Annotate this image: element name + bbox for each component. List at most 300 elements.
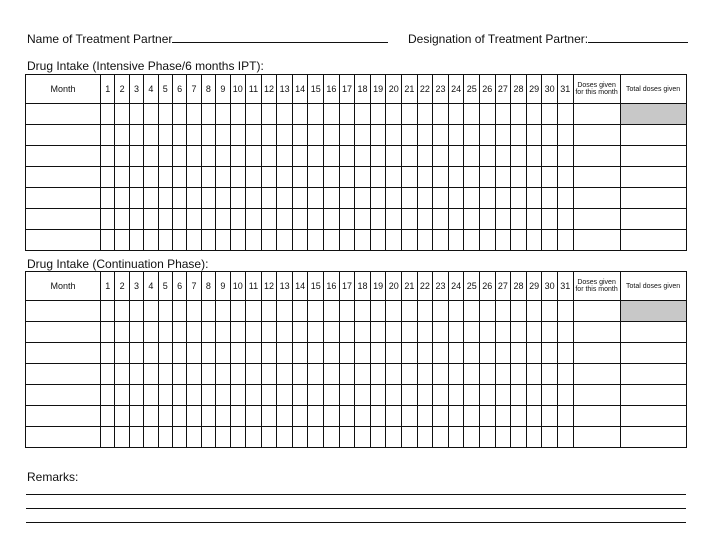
day-cell[interactable] <box>557 343 573 364</box>
day-cell[interactable] <box>355 343 371 364</box>
day-cell[interactable] <box>261 427 277 448</box>
day-cell[interactable] <box>339 104 355 125</box>
day-cell[interactable] <box>172 427 186 448</box>
treatment-partner-name-line[interactable] <box>172 31 388 43</box>
day-cell[interactable] <box>557 406 573 427</box>
day-cell[interactable] <box>526 406 542 427</box>
day-cell[interactable] <box>402 230 418 251</box>
day-cell[interactable] <box>417 209 433 230</box>
day-cell[interactable] <box>417 406 433 427</box>
day-cell[interactable] <box>129 146 143 167</box>
day-cell[interactable] <box>261 343 277 364</box>
day-cell[interactable] <box>187 209 201 230</box>
day-cell[interactable] <box>324 322 340 343</box>
day-cell[interactable] <box>526 104 542 125</box>
day-cell[interactable] <box>433 385 449 406</box>
day-cell[interactable] <box>355 188 371 209</box>
day-cell[interactable] <box>230 230 246 251</box>
month-cell[interactable] <box>26 230 101 251</box>
day-cell[interactable] <box>542 125 558 146</box>
day-cell[interactable] <box>129 364 143 385</box>
day-cell[interactable] <box>172 301 186 322</box>
day-cell[interactable] <box>417 125 433 146</box>
day-cell[interactable] <box>402 385 418 406</box>
day-cell[interactable] <box>417 301 433 322</box>
day-cell[interactable] <box>324 364 340 385</box>
day-cell[interactable] <box>201 125 215 146</box>
day-cell[interactable] <box>101 427 115 448</box>
day-cell[interactable] <box>495 230 511 251</box>
day-cell[interactable] <box>277 301 293 322</box>
day-cell[interactable] <box>292 364 308 385</box>
day-cell[interactable] <box>511 301 527 322</box>
remarks-line-3[interactable] <box>26 522 686 523</box>
day-cell[interactable] <box>355 406 371 427</box>
day-cell[interactable] <box>511 230 527 251</box>
day-cell[interactable] <box>370 188 386 209</box>
day-cell[interactable] <box>201 209 215 230</box>
day-cell[interactable] <box>216 188 230 209</box>
month-cell[interactable] <box>26 125 101 146</box>
day-cell[interactable] <box>101 364 115 385</box>
day-cell[interactable] <box>448 385 464 406</box>
day-cell[interactable] <box>101 322 115 343</box>
day-cell[interactable] <box>246 343 262 364</box>
day-cell[interactable] <box>144 301 158 322</box>
day-cell[interactable] <box>370 230 386 251</box>
day-cell[interactable] <box>144 230 158 251</box>
day-cell[interactable] <box>246 209 262 230</box>
day-cell[interactable] <box>480 146 496 167</box>
day-cell[interactable] <box>448 209 464 230</box>
day-cell[interactable] <box>526 146 542 167</box>
doses-given-cell[interactable] <box>573 104 620 125</box>
day-cell[interactable] <box>386 343 402 364</box>
day-cell[interactable] <box>526 230 542 251</box>
day-cell[interactable] <box>158 146 172 167</box>
day-cell[interactable] <box>324 301 340 322</box>
day-cell[interactable] <box>101 209 115 230</box>
day-cell[interactable] <box>526 301 542 322</box>
month-cell[interactable] <box>26 301 101 322</box>
day-cell[interactable] <box>417 385 433 406</box>
day-cell[interactable] <box>216 146 230 167</box>
day-cell[interactable] <box>386 209 402 230</box>
day-cell[interactable] <box>230 188 246 209</box>
day-cell[interactable] <box>144 167 158 188</box>
total-doses-cell[interactable] <box>620 230 686 251</box>
day-cell[interactable] <box>187 322 201 343</box>
day-cell[interactable] <box>187 146 201 167</box>
day-cell[interactable] <box>480 364 496 385</box>
day-cell[interactable] <box>201 406 215 427</box>
day-cell[interactable] <box>339 364 355 385</box>
day-cell[interactable] <box>144 188 158 209</box>
total-doses-cell[interactable] <box>620 406 686 427</box>
day-cell[interactable] <box>261 364 277 385</box>
day-cell[interactable] <box>511 125 527 146</box>
day-cell[interactable] <box>277 322 293 343</box>
day-cell[interactable] <box>129 343 143 364</box>
day-cell[interactable] <box>480 209 496 230</box>
day-cell[interactable] <box>230 125 246 146</box>
day-cell[interactable] <box>158 364 172 385</box>
day-cell[interactable] <box>370 301 386 322</box>
day-cell[interactable] <box>216 364 230 385</box>
day-cell[interactable] <box>246 385 262 406</box>
day-cell[interactable] <box>187 167 201 188</box>
day-cell[interactable] <box>101 167 115 188</box>
day-cell[interactable] <box>495 406 511 427</box>
day-cell[interactable] <box>324 125 340 146</box>
day-cell[interactable] <box>448 146 464 167</box>
day-cell[interactable] <box>324 427 340 448</box>
day-cell[interactable] <box>355 230 371 251</box>
month-cell[interactable] <box>26 146 101 167</box>
day-cell[interactable] <box>172 322 186 343</box>
day-cell[interactable] <box>115 167 129 188</box>
day-cell[interactable] <box>201 167 215 188</box>
day-cell[interactable] <box>187 188 201 209</box>
day-cell[interactable] <box>339 125 355 146</box>
month-cell[interactable] <box>26 385 101 406</box>
day-cell[interactable] <box>339 230 355 251</box>
day-cell[interactable] <box>187 230 201 251</box>
day-cell[interactable] <box>129 301 143 322</box>
day-cell[interactable] <box>261 406 277 427</box>
day-cell[interactable] <box>495 209 511 230</box>
day-cell[interactable] <box>557 167 573 188</box>
day-cell[interactable] <box>246 364 262 385</box>
day-cell[interactable] <box>144 343 158 364</box>
day-cell[interactable] <box>172 167 186 188</box>
day-cell[interactable] <box>402 364 418 385</box>
day-cell[interactable] <box>386 385 402 406</box>
day-cell[interactable] <box>115 406 129 427</box>
day-cell[interactable] <box>308 343 324 364</box>
day-cell[interactable] <box>557 209 573 230</box>
day-cell[interactable] <box>386 104 402 125</box>
day-cell[interactable] <box>464 167 480 188</box>
day-cell[interactable] <box>448 125 464 146</box>
day-cell[interactable] <box>355 167 371 188</box>
day-cell[interactable] <box>480 125 496 146</box>
day-cell[interactable] <box>433 406 449 427</box>
day-cell[interactable] <box>464 125 480 146</box>
day-cell[interactable] <box>129 125 143 146</box>
day-cell[interactable] <box>277 427 293 448</box>
day-cell[interactable] <box>495 188 511 209</box>
month-cell[interactable] <box>26 167 101 188</box>
day-cell[interactable] <box>402 406 418 427</box>
day-cell[interactable] <box>433 343 449 364</box>
day-cell[interactable] <box>355 385 371 406</box>
day-cell[interactable] <box>480 230 496 251</box>
day-cell[interactable] <box>308 301 324 322</box>
day-cell[interactable] <box>339 188 355 209</box>
day-cell[interactable] <box>246 322 262 343</box>
day-cell[interactable] <box>308 364 324 385</box>
day-cell[interactable] <box>339 167 355 188</box>
day-cell[interactable] <box>480 343 496 364</box>
total-doses-cell[interactable] <box>620 385 686 406</box>
day-cell[interactable] <box>308 322 324 343</box>
day-cell[interactable] <box>308 209 324 230</box>
month-cell[interactable] <box>26 209 101 230</box>
day-cell[interactable] <box>292 406 308 427</box>
day-cell[interactable] <box>261 125 277 146</box>
day-cell[interactable] <box>464 146 480 167</box>
doses-given-cell[interactable] <box>573 167 620 188</box>
day-cell[interactable] <box>261 385 277 406</box>
day-cell[interactable] <box>129 406 143 427</box>
day-cell[interactable] <box>308 385 324 406</box>
day-cell[interactable] <box>246 104 262 125</box>
day-cell[interactable] <box>172 188 186 209</box>
remarks-line-1[interactable] <box>26 494 686 495</box>
day-cell[interactable] <box>402 301 418 322</box>
day-cell[interactable] <box>557 146 573 167</box>
doses-given-cell[interactable] <box>573 385 620 406</box>
day-cell[interactable] <box>201 301 215 322</box>
day-cell[interactable] <box>187 301 201 322</box>
day-cell[interactable] <box>187 104 201 125</box>
day-cell[interactable] <box>495 104 511 125</box>
day-cell[interactable] <box>115 364 129 385</box>
total-doses-cell[interactable] <box>620 322 686 343</box>
day-cell[interactable] <box>355 209 371 230</box>
day-cell[interactable] <box>542 343 558 364</box>
day-cell[interactable] <box>495 322 511 343</box>
day-cell[interactable] <box>324 167 340 188</box>
total-doses-cell[interactable] <box>620 167 686 188</box>
month-cell[interactable] <box>26 188 101 209</box>
day-cell[interactable] <box>526 364 542 385</box>
day-cell[interactable] <box>308 230 324 251</box>
day-cell[interactable] <box>172 385 186 406</box>
day-cell[interactable] <box>464 301 480 322</box>
doses-given-cell[interactable] <box>573 406 620 427</box>
day-cell[interactable] <box>495 385 511 406</box>
day-cell[interactable] <box>158 406 172 427</box>
day-cell[interactable] <box>261 146 277 167</box>
day-cell[interactable] <box>542 427 558 448</box>
day-cell[interactable] <box>115 301 129 322</box>
day-cell[interactable] <box>144 427 158 448</box>
day-cell[interactable] <box>158 343 172 364</box>
day-cell[interactable] <box>172 343 186 364</box>
day-cell[interactable] <box>246 427 262 448</box>
day-cell[interactable] <box>292 343 308 364</box>
day-cell[interactable] <box>386 322 402 343</box>
day-cell[interactable] <box>144 104 158 125</box>
day-cell[interactable] <box>308 125 324 146</box>
day-cell[interactable] <box>433 209 449 230</box>
day-cell[interactable] <box>292 427 308 448</box>
day-cell[interactable] <box>201 322 215 343</box>
day-cell[interactable] <box>246 146 262 167</box>
day-cell[interactable] <box>158 188 172 209</box>
day-cell[interactable] <box>511 104 527 125</box>
day-cell[interactable] <box>277 125 293 146</box>
remarks-line-2[interactable] <box>26 508 686 509</box>
doses-given-cell[interactable] <box>573 322 620 343</box>
day-cell[interactable] <box>355 301 371 322</box>
day-cell[interactable] <box>172 364 186 385</box>
day-cell[interactable] <box>308 427 324 448</box>
day-cell[interactable] <box>277 146 293 167</box>
day-cell[interactable] <box>433 104 449 125</box>
month-cell[interactable] <box>26 427 101 448</box>
day-cell[interactable] <box>542 364 558 385</box>
day-cell[interactable] <box>495 427 511 448</box>
day-cell[interactable] <box>261 104 277 125</box>
day-cell[interactable] <box>172 146 186 167</box>
day-cell[interactable] <box>158 230 172 251</box>
day-cell[interactable] <box>201 104 215 125</box>
day-cell[interactable] <box>158 167 172 188</box>
day-cell[interactable] <box>417 167 433 188</box>
day-cell[interactable] <box>158 301 172 322</box>
day-cell[interactable] <box>129 322 143 343</box>
day-cell[interactable] <box>308 167 324 188</box>
day-cell[interactable] <box>216 209 230 230</box>
day-cell[interactable] <box>402 125 418 146</box>
day-cell[interactable] <box>542 146 558 167</box>
day-cell[interactable] <box>433 146 449 167</box>
day-cell[interactable] <box>480 188 496 209</box>
day-cell[interactable] <box>480 322 496 343</box>
day-cell[interactable] <box>386 230 402 251</box>
day-cell[interactable] <box>308 146 324 167</box>
day-cell[interactable] <box>308 104 324 125</box>
month-cell[interactable] <box>26 322 101 343</box>
day-cell[interactable] <box>370 125 386 146</box>
month-cell[interactable] <box>26 364 101 385</box>
day-cell[interactable] <box>261 209 277 230</box>
day-cell[interactable] <box>277 167 293 188</box>
day-cell[interactable] <box>339 146 355 167</box>
day-cell[interactable] <box>542 188 558 209</box>
day-cell[interactable] <box>158 104 172 125</box>
day-cell[interactable] <box>480 301 496 322</box>
day-cell[interactable] <box>542 167 558 188</box>
day-cell[interactable] <box>144 385 158 406</box>
day-cell[interactable] <box>115 104 129 125</box>
day-cell[interactable] <box>129 427 143 448</box>
day-cell[interactable] <box>370 167 386 188</box>
day-cell[interactable] <box>433 427 449 448</box>
day-cell[interactable] <box>277 104 293 125</box>
day-cell[interactable] <box>261 167 277 188</box>
day-cell[interactable] <box>526 343 542 364</box>
day-cell[interactable] <box>144 364 158 385</box>
day-cell[interactable] <box>246 167 262 188</box>
day-cell[interactable] <box>115 146 129 167</box>
day-cell[interactable] <box>386 188 402 209</box>
day-cell[interactable] <box>144 209 158 230</box>
day-cell[interactable] <box>187 427 201 448</box>
day-cell[interactable] <box>339 343 355 364</box>
day-cell[interactable] <box>339 209 355 230</box>
day-cell[interactable] <box>448 104 464 125</box>
day-cell[interactable] <box>511 343 527 364</box>
day-cell[interactable] <box>542 230 558 251</box>
day-cell[interactable] <box>557 104 573 125</box>
day-cell[interactable] <box>216 322 230 343</box>
day-cell[interactable] <box>201 146 215 167</box>
day-cell[interactable] <box>277 406 293 427</box>
day-cell[interactable] <box>542 385 558 406</box>
day-cell[interactable] <box>292 125 308 146</box>
day-cell[interactable] <box>292 167 308 188</box>
day-cell[interactable] <box>216 301 230 322</box>
day-cell[interactable] <box>292 322 308 343</box>
day-cell[interactable] <box>417 427 433 448</box>
day-cell[interactable] <box>526 427 542 448</box>
day-cell[interactable] <box>158 385 172 406</box>
day-cell[interactable] <box>129 230 143 251</box>
day-cell[interactable] <box>433 125 449 146</box>
day-cell[interactable] <box>433 230 449 251</box>
day-cell[interactable] <box>511 406 527 427</box>
day-cell[interactable] <box>277 343 293 364</box>
day-cell[interactable] <box>158 322 172 343</box>
day-cell[interactable] <box>292 385 308 406</box>
month-cell[interactable] <box>26 343 101 364</box>
day-cell[interactable] <box>464 188 480 209</box>
day-cell[interactable] <box>187 364 201 385</box>
day-cell[interactable] <box>261 230 277 251</box>
day-cell[interactable] <box>417 343 433 364</box>
day-cell[interactable] <box>201 230 215 251</box>
day-cell[interactable] <box>172 209 186 230</box>
day-cell[interactable] <box>511 146 527 167</box>
day-cell[interactable] <box>172 125 186 146</box>
day-cell[interactable] <box>464 104 480 125</box>
day-cell[interactable] <box>370 364 386 385</box>
day-cell[interactable] <box>402 167 418 188</box>
day-cell[interactable] <box>386 427 402 448</box>
day-cell[interactable] <box>402 322 418 343</box>
day-cell[interactable] <box>511 385 527 406</box>
day-cell[interactable] <box>201 385 215 406</box>
total-doses-cell[interactable] <box>620 343 686 364</box>
doses-given-cell[interactable] <box>573 146 620 167</box>
day-cell[interactable] <box>101 104 115 125</box>
designation-line[interactable] <box>588 31 688 43</box>
day-cell[interactable] <box>417 104 433 125</box>
day-cell[interactable] <box>101 146 115 167</box>
day-cell[interactable] <box>230 301 246 322</box>
day-cell[interactable] <box>511 188 527 209</box>
day-cell[interactable] <box>201 188 215 209</box>
day-cell[interactable] <box>495 125 511 146</box>
day-cell[interactable] <box>495 167 511 188</box>
day-cell[interactable] <box>144 322 158 343</box>
doses-given-cell[interactable] <box>573 125 620 146</box>
day-cell[interactable] <box>526 322 542 343</box>
day-cell[interactable] <box>324 209 340 230</box>
day-cell[interactable] <box>557 385 573 406</box>
day-cell[interactable] <box>339 322 355 343</box>
day-cell[interactable] <box>292 104 308 125</box>
day-cell[interactable] <box>417 322 433 343</box>
day-cell[interactable] <box>417 188 433 209</box>
day-cell[interactable] <box>448 188 464 209</box>
total-doses-cell[interactable] <box>620 125 686 146</box>
day-cell[interactable] <box>172 230 186 251</box>
